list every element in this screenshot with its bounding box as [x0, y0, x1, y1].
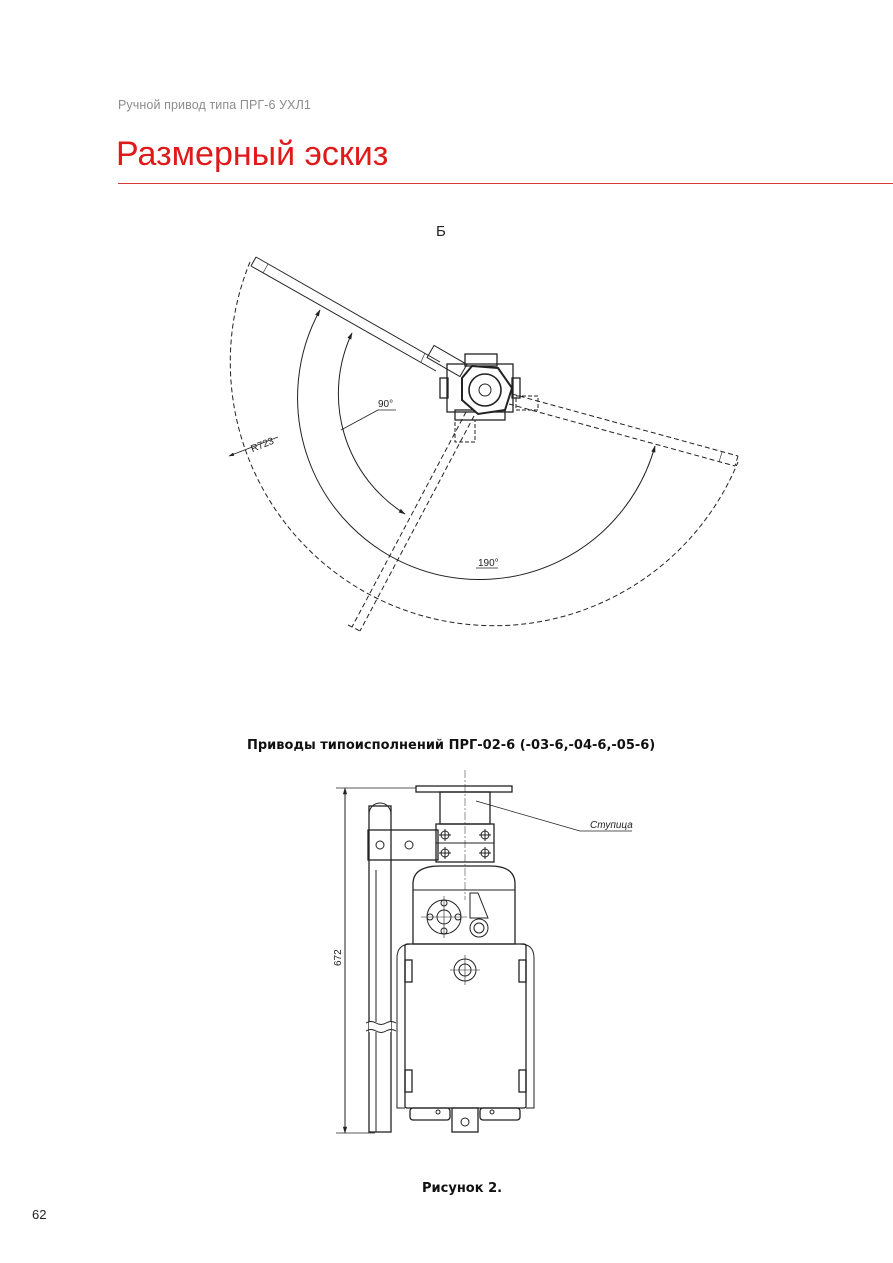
page-number: 62 [32, 1207, 47, 1222]
radius-label: R723 [249, 435, 276, 455]
handle-dashed-right [509, 394, 738, 466]
angle-190-arc [298, 310, 655, 580]
section-caption: Приводы типоисполнений ПРГ-02-6 (-03-6,-04-6,-05-6) [247, 738, 656, 753]
angle-90-arc [338, 333, 405, 514]
breadcrumb: Ручной привод типа ПРГ-6 УХЛ1 [118, 98, 311, 112]
top-view-drawing [229, 257, 738, 632]
handle-dashed-down [348, 412, 474, 632]
page-title: Размерный эскиз [116, 135, 389, 173]
height-label: 672 [333, 949, 344, 966]
view-label: Б [436, 223, 446, 240]
figure-caption: Рисунок 2. [422, 1181, 503, 1196]
hub-label: Ступица [590, 820, 633, 831]
mechanism-body [440, 354, 538, 442]
outer-sweep-arc [230, 262, 738, 626]
angle-large-label: 190° [478, 558, 499, 569]
front-view-drawing [336, 770, 632, 1133]
angle-small-label: 90° [378, 399, 394, 410]
handle-solid [251, 257, 467, 377]
